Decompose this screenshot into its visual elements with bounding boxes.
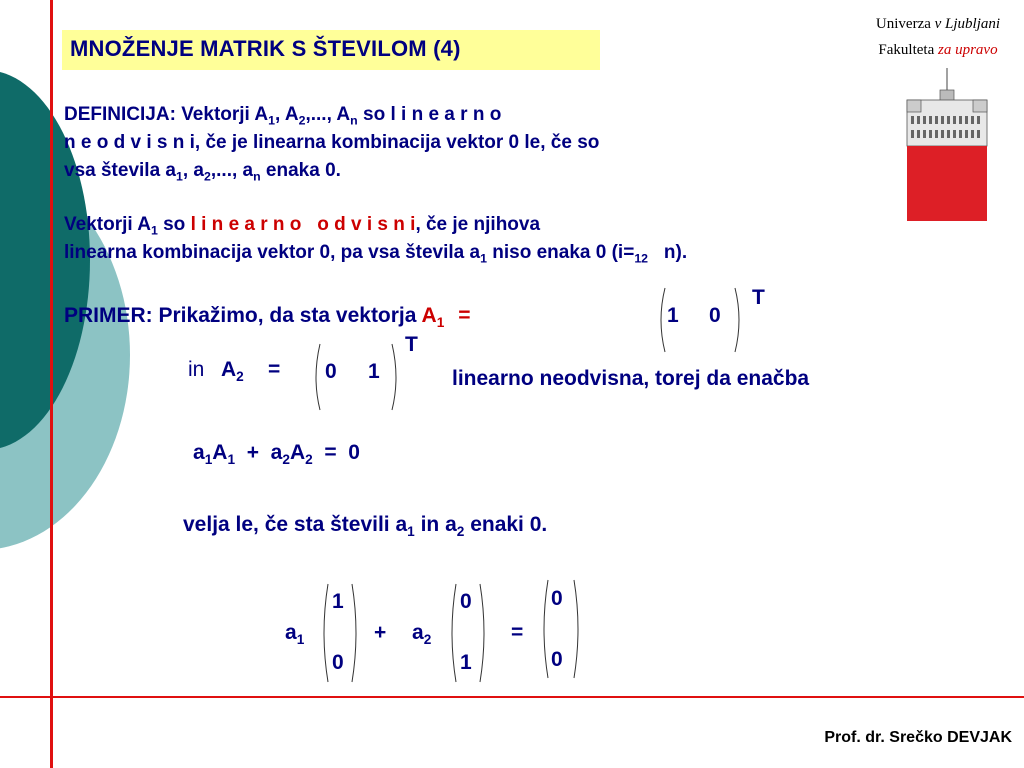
- column-3-entry: 0: [551, 648, 563, 671]
- coefficient: a: [412, 621, 424, 644]
- transpose-mark: T: [405, 333, 418, 356]
- dependent-text: so: [157, 214, 191, 235]
- equals-sign: =: [511, 621, 524, 644]
- faculty-name-italic: za upravo: [937, 42, 998, 58]
- example-label: PRIMER: Prikažimo, da sta vektorja: [64, 304, 422, 327]
- vector-name: A: [421, 304, 437, 327]
- equals-sign: =: [458, 304, 471, 327]
- transpose-mark: T: [752, 286, 765, 309]
- definition-line-3: [64, 160, 341, 182]
- vector-a2-brackets: [310, 338, 402, 416]
- definition-text: , A: [275, 104, 299, 125]
- subscript: 2: [282, 451, 290, 467]
- coefficient: a: [193, 441, 205, 464]
- definition-text: ,..., a: [210, 160, 254, 181]
- column-2-entry: 0: [460, 590, 472, 613]
- coefficient: a: [285, 621, 297, 644]
- in-word: in: [188, 358, 205, 381]
- definition-text: ,..., A: [305, 104, 351, 125]
- definition-text: enaka 0.: [260, 160, 341, 181]
- subscript: 1: [480, 251, 487, 266]
- conclusion-text: enaki 0.: [464, 513, 548, 536]
- definition-line-2: n e o d v i s n i, če je linearna kombinacija vektor 0 le, če so: [64, 132, 600, 153]
- plus-sign: +: [246, 441, 259, 464]
- subscript: 2: [423, 631, 432, 647]
- vector-name: A: [289, 441, 306, 464]
- plus-sign: +: [374, 621, 387, 644]
- vector-a2-entry: 1: [368, 360, 380, 383]
- conclusion-text: velja le, če sta števili a: [183, 513, 408, 536]
- university-name-italic: v Ljubljani: [934, 16, 1001, 32]
- example-tail-text: linearno neodvisna, torej da enačba: [452, 367, 810, 390]
- definition-label: DEFINICIJA:: [64, 104, 176, 125]
- vector-a1-entry: 0: [709, 304, 721, 327]
- dependent-text: Vektorji A: [64, 214, 151, 235]
- subscript: 1: [175, 169, 183, 184]
- conclusion-line: [183, 513, 547, 537]
- column-2-entry: 1: [460, 651, 472, 674]
- vector-a2-entry: 0: [325, 360, 337, 383]
- subscript: 1: [227, 451, 236, 467]
- subscript: 2: [236, 368, 244, 384]
- subscript: 2: [456, 523, 465, 539]
- university-name-text: Univerza: [875, 16, 931, 32]
- subscript: 12: [634, 251, 649, 266]
- equals-sign: =: [268, 358, 281, 381]
- subscript: 1: [150, 223, 158, 238]
- vector-name: A: [221, 358, 237, 381]
- subscript: n: [253, 169, 261, 184]
- slide-title: MNOŽENJE MATRIK S ŠTEVILOM (4): [70, 36, 461, 61]
- column-coef-2: [412, 621, 431, 645]
- university-name: [858, 16, 1018, 33]
- definition-text: vsa števila a: [64, 160, 176, 181]
- equation-rhs: = 0: [324, 441, 360, 464]
- definition-text: so l i n e a r n o: [357, 104, 502, 125]
- vertical-divider: [50, 0, 53, 768]
- dependent-line-2: [64, 242, 687, 264]
- highlighted-term: l i n e a r n o o d v i s n i: [190, 214, 416, 235]
- coefficient: a: [270, 441, 283, 464]
- vector-a2-label: [221, 358, 244, 382]
- author-name: Prof. dr. Srečko DEVJAK: [824, 729, 1012, 746]
- subscript: n: [350, 113, 358, 128]
- dependent-text: linearna kombinacija vektor 0, pa vsa števila a: [64, 242, 481, 263]
- dependent-text: n).: [648, 242, 688, 263]
- column-1-entry: 1: [332, 590, 344, 613]
- subscript: 1: [204, 451, 213, 467]
- subscript: 1: [268, 113, 276, 128]
- subscript: 1: [407, 523, 415, 539]
- horizontal-divider: [0, 696, 1024, 698]
- dependent-line-1: [64, 214, 540, 236]
- linear-equation: [193, 441, 360, 465]
- column-1-entry: 0: [332, 651, 344, 674]
- example-line: [64, 304, 471, 328]
- definition-text: , a: [182, 160, 204, 181]
- subscript: 2: [203, 169, 211, 184]
- vector-a1-entry: 1: [667, 304, 679, 327]
- dependent-text: niso enaka 0 (i=: [486, 242, 635, 263]
- subscript: 2: [298, 113, 306, 128]
- column-3-entry: 0: [551, 587, 563, 610]
- subscript: 1: [296, 631, 305, 647]
- vector-name: A: [212, 441, 228, 464]
- faculty-name-text: Fakulteta: [878, 42, 935, 58]
- subscript: 1: [436, 314, 445, 330]
- faculty-name: [858, 42, 1018, 59]
- definition-text: Vektorji A: [181, 104, 269, 125]
- subscript: 2: [305, 451, 313, 467]
- definition-line-1: [64, 104, 501, 126]
- column-coef-1: [285, 621, 304, 645]
- dependent-text: , če je njihova: [415, 214, 541, 235]
- conclusion-text: in a: [414, 513, 457, 536]
- university-logo: [902, 68, 992, 223]
